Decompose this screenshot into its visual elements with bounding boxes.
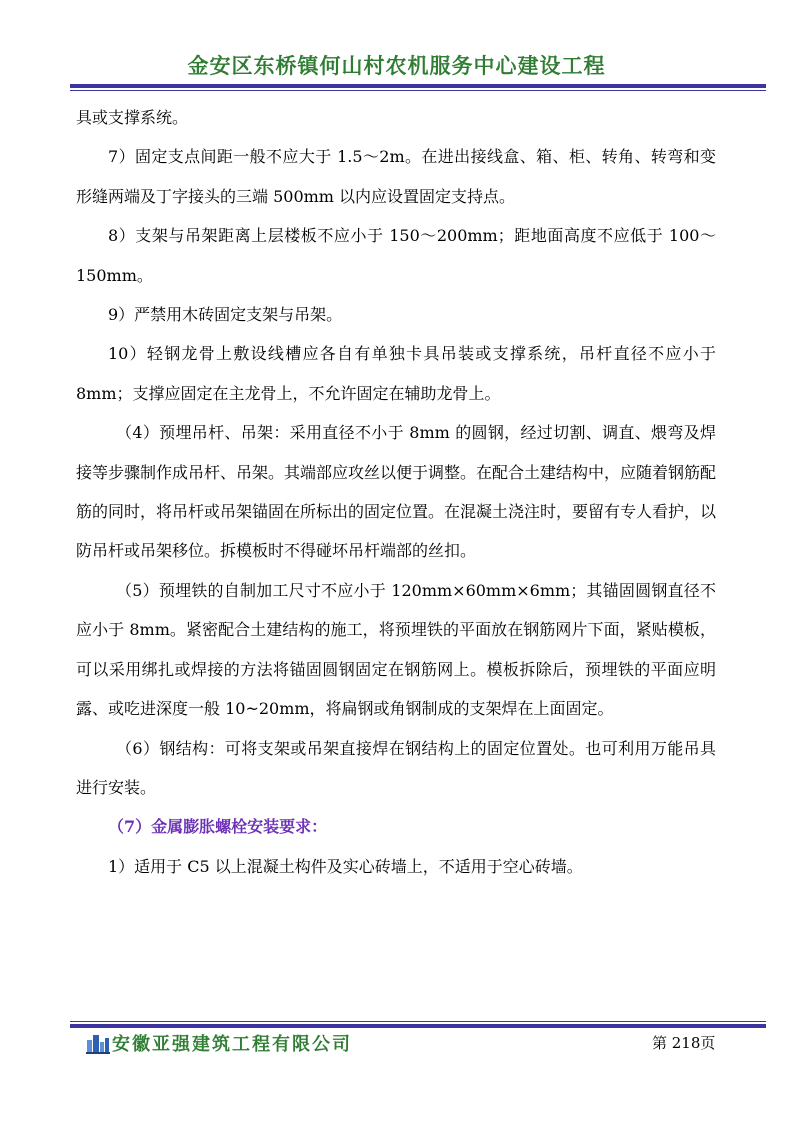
paragraph: 1）适用于 C5 以上混凝土构件及实心砖墙上，不适用于空心砖墙。 [108,856,583,876]
header-rule-thick [70,84,766,88]
page-number: 第 218页 [652,1034,716,1052]
paragraph: 具或支撑系统。 [76,108,189,127]
footer-rule-thin [70,1021,766,1022]
footer-company: 安徽亚强建筑工程有限公司 [112,1034,352,1055]
paragraph: （6）钢结构：可将支架或吊架直接焊在钢结构上的固定位置处。也可利用万能吊具进行安装。 [76,738,716,797]
header-title: 金安区东桥镇何山村农机服务中心建设工程 [187,54,606,78]
paragraph: （4）预埋吊杆、吊架：采用直径不小于 8mm 的圆钢，经过切割、调直、煨弯及焊接等步骤制作成吊杆、吊架。其端部应攻丝以便于调整。在配合土建结构中，应随着钢筋配筋的同时，将吊杆或吊架锚固在所标出的固定位置。在混凝土浇注时，要留有专人看护，以防吊杆或吊架移位。拆模板时不得碰坏吊杆端部的丝扣。 [76,423,717,561]
paragraph: 10）轻钢龙骨上敷设线槽应各自有单独卡具吊装或支撑系统，吊杆直径不应小于 8mm；支撑应固定在主龙骨上，不允许固定在辅助龙骨上。 [76,344,716,403]
footer-rule-thick [70,1024,766,1028]
header-rule-thin [70,90,766,91]
building-logo-icon [86,1032,110,1054]
paragraph: 9）严禁用木砖固定支架与吊架。 [108,305,343,325]
paragraph: （5）预埋铁的自制加工尺寸不应小于 120mm×60mm×6mm；其锚固圆钢直径不应小于 8mm。紧密配合土建结构的施工，将预埋铁的平面放在钢筋网片下面，紧贴模板，可以采用绑扎或焊接的方法将锚固圆钢固定在钢筋网上。模板拆除后，预埋铁的平面应明露、或吃进深度一般 10~20mm，将扁钢或角钢制成的支架焊在上面固定。 [76,580,716,719]
document-body [76,98,716,886]
section-heading: （7）金属膨胀螺栓安装要求： [108,817,328,837]
paragraph: 7）固定支点间距一般不应大于 1.5～2m。在进出接线盒、箱、柜、转角、转弯和变形缝两端及丁字接头的三端 500mm 以内应设置固定支持点。 [76,147,716,206]
paragraph: 8）支架与吊架距离上层楼板不应小于 150～200mm；距地面高度不应低于 100～150mm。 [76,226,716,285]
